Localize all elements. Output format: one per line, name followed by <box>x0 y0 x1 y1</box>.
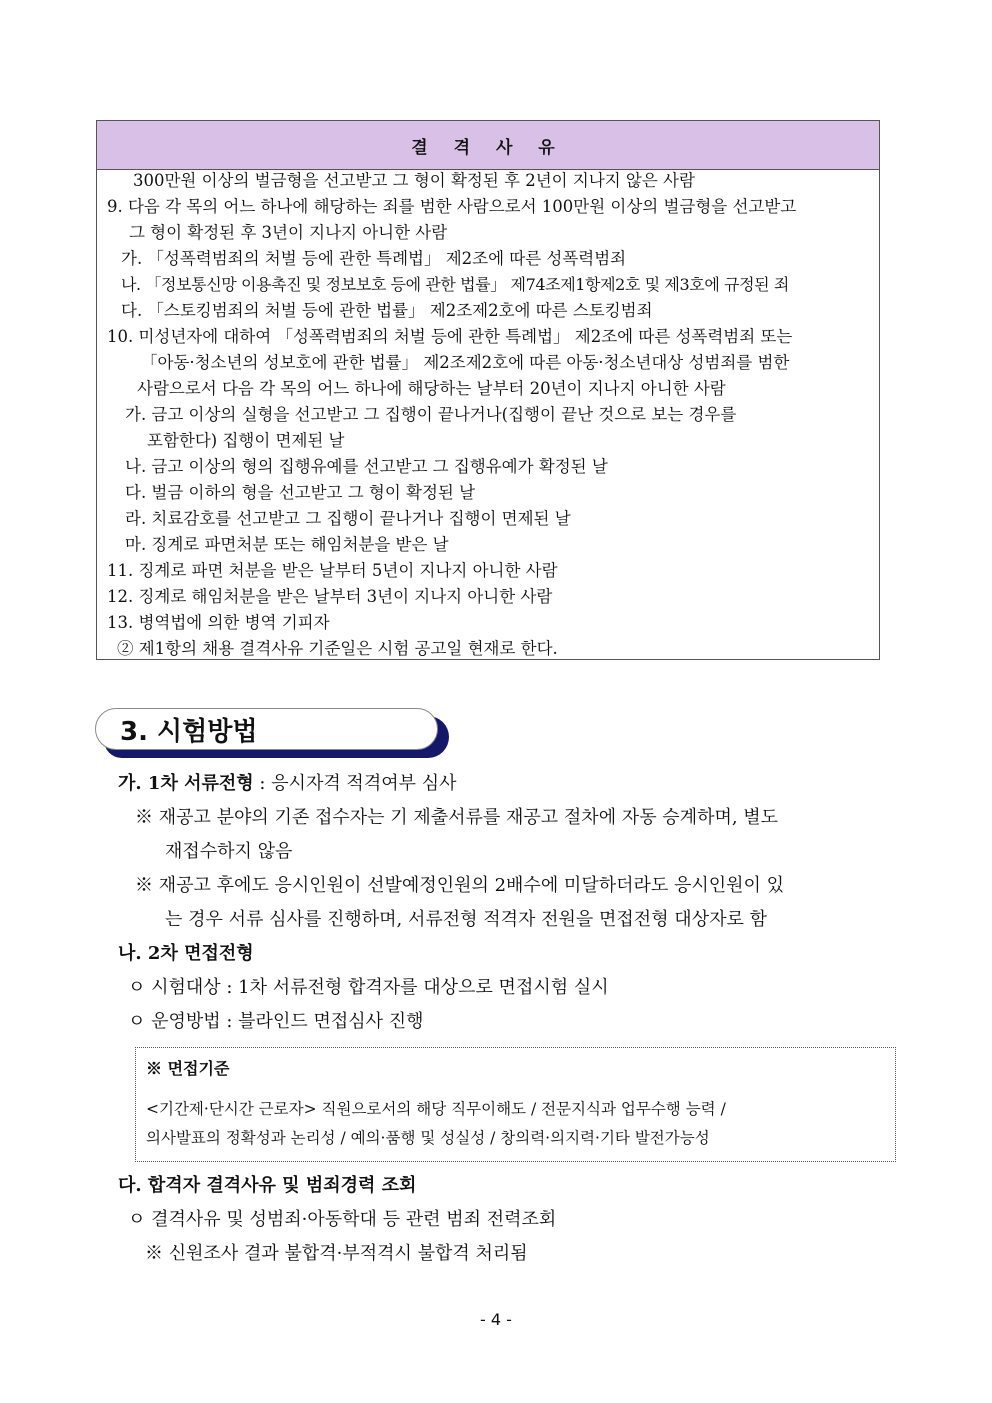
dq-line: ② 제1항의 채용 결격사유 기준일은 시험 공고일 현재로 한다. <box>117 639 558 658</box>
stage2-heading: 나. 2차 면접전형 <box>118 943 254 964</box>
dq-line: 12. 징계로 해임처분을 받은 날부터 3년이 지나지 아니한 사람 <box>107 587 553 606</box>
dq-line: 9. 다음 각 목의 어느 하나에 해당하는 죄를 범한 사람으로서 100만원 이상의 벌금형을 선고받고 <box>107 197 797 216</box>
stage1-desc: : 응시자격 적격여부 심사 <box>253 773 457 794</box>
dq-line: 11. 징계로 파면 처분을 받은 날부터 5년이 지나지 아니한 사람 <box>107 561 558 580</box>
dq-line: 마. 징계로 파면처분 또는 해임처분을 받은 날 <box>125 535 449 554</box>
dq-line: 그 형이 확정된 후 3년이 지나지 아니한 사람 <box>129 223 448 242</box>
dq-line: 10. 미성년자에 대하여 「성폭력범죄의 처벌 등에 관한 특례법」 제2조에 따른 성폭력범죄 또는 <box>107 327 793 346</box>
stage1-label: 가. 1차 서류전형 <box>118 773 254 794</box>
criteria-line: 의사발표의 정확성과 논리성 / 예의·품행 및 성실성 / 창의력·의지력·기타 발전가능성 <box>146 1129 710 1147</box>
dq-line: 가. 「성폭력범죄의 처벌 등에 관한 특례법」 제2조에 따른 성폭력범죄 <box>121 249 627 268</box>
stage2-item: ㅇ 시험대상 : 1차 서류전형 합격자를 대상으로 면접시험 실시 <box>128 977 609 998</box>
stage3-note: ※ 신원조사 결과 불합격·부적격시 불합격 처리됨 <box>145 1243 528 1264</box>
dq-line: 나. 「정보통신망 이용촉진 및 정보보호 등에 관한 법률」 제74조제1항제2호 및 제3호에 규정된 죄 <box>121 275 789 294</box>
stage1-note: ※ 재공고 분야의 기존 접수자는 기 제출서류를 재공고 절차에 자동 승계하며, 별도 <box>135 807 779 828</box>
section-title: 3. 시험방법 <box>120 717 258 747</box>
page-number: - 4 - <box>480 1310 512 1329</box>
dq-line: 나. 금고 이상의 형의 집행유예를 선고받고 그 집행유예가 확정된 날 <box>125 457 608 476</box>
interview-criteria-box <box>135 1047 896 1162</box>
table-header: 결 격 사 유 <box>97 121 879 170</box>
stage2-item: ㅇ 운영방법 : 블라인드 면접심사 진행 <box>128 1011 424 1032</box>
criteria-title: ※ 면접기준 <box>146 1059 230 1078</box>
stage1-note: 재접수하지 않음 <box>165 841 293 862</box>
dq-line: 사람으로서 다음 각 목의 어느 하나에 해당하는 날부터 20년이 지나지 아니한 사람 <box>137 379 726 398</box>
stage1-note: 는 경우 서류 심사를 진행하며, 서류전형 적격자 전원을 면접전형 대상자로 함 <box>165 909 767 930</box>
dq-line: 포함한다) 집행이 면제된 날 <box>147 431 345 450</box>
dq-line: 다. 벌금 이하의 형을 선고받고 그 형이 확정된 날 <box>125 483 476 502</box>
dq-line: 「아동·청소년의 성보호에 관한 법률」 제2조제2호에 따른 아동·청소년대상 성범죄를 범한 <box>141 353 790 372</box>
stage3-heading: 다. 합격자 결격사유 및 범죄경력 조회 <box>118 1175 417 1196</box>
dq-line: 다. 「스토킹범죄의 처벌 등에 관한 법률」 제2조제2호에 따른 스토킹범죄 <box>121 301 653 320</box>
dq-line: 13. 병역법에 의한 병역 기피자 <box>107 613 330 632</box>
dq-line: 가. 금고 이상의 실형을 선고받고 그 집행이 끝나거나(집행이 끝난 것으로 보는 경우를 <box>125 405 737 424</box>
criteria-line: <기간제·단시간 근로자> 직원으로서의 해당 직무이해도 / 전문지식과 업무수행 능력 / <box>146 1100 726 1118</box>
stage1-heading <box>118 772 457 796</box>
stage3-item: ㅇ 결격사유 및 성범죄·아동학대 등 관련 범죄 전력조회 <box>128 1209 557 1230</box>
disqualification-table <box>96 120 880 660</box>
stage1-note: ※ 재공고 후에도 응시인원이 선발예정인원의 2배수에 미달하더라도 응시인원이 있 <box>135 875 785 896</box>
dq-line: 300만원 이상의 벌금형을 선고받고 그 형이 확정된 후 2년이 지나지 않은 사람 <box>133 171 695 190</box>
dq-line: 라. 치료감호를 선고받고 그 집행이 끝나거나 집행이 면제된 날 <box>125 509 571 528</box>
